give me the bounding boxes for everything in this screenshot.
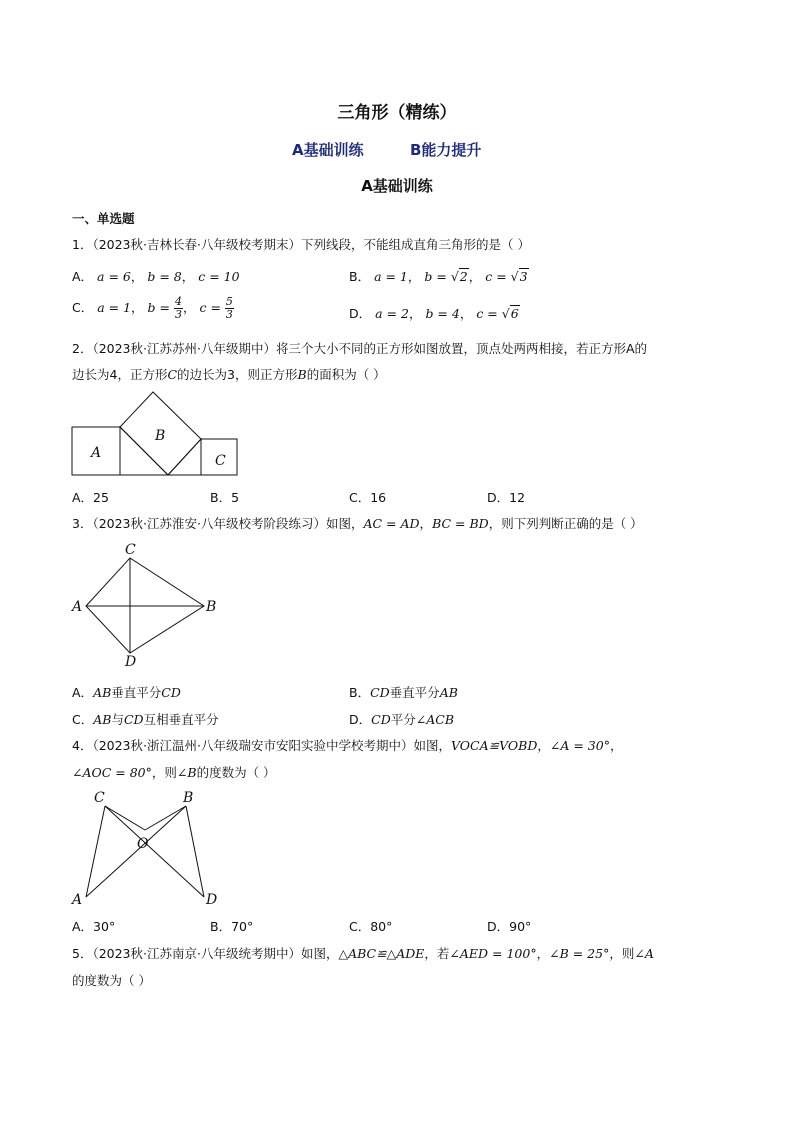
denominator: 3 [174,308,182,321]
section-title: A基础训练 [361,177,433,195]
vertex-b: B [206,599,217,615]
math-expr: AB [93,685,112,700]
vertex-b: B [183,790,194,806]
question-text: ，若 [424,946,450,961]
math-expr: a = 6 [97,269,131,284]
sqrt-expr: √2 [450,269,468,284]
math-expr: a = 1 [97,300,132,315]
radicand: 2 [459,269,468,284]
sqrt-expr: √3 [510,269,528,284]
question-text: ， [537,738,550,753]
math-expr: ∠AOC = 80° [72,765,152,780]
question-text: 的边长为3，则正方形 [177,367,298,382]
q4-option-d[interactable]: D．90° [487,919,532,934]
separator: ， [408,306,422,321]
vertex-c: C [94,790,105,806]
question-number: 4． [72,738,93,753]
math-expr: BC = BD [432,516,489,531]
question-text: 如图， [413,738,451,753]
label-a: A [91,445,102,461]
label-b: B [155,428,166,444]
option-letter: C． [72,300,94,315]
separator: ， [181,269,195,284]
separator: ， [131,300,144,315]
question-text: 的面积为（ ） [306,367,386,382]
option-letter: B． [349,269,371,284]
option-text: 平分 [390,712,416,727]
label-c: C [215,453,226,469]
separator: ， [182,300,196,315]
segment-ac [86,806,105,897]
subtitle-advanced-link[interactable]: B能力提升 [410,141,482,159]
math-expr: VOCA≌VOBD [450,738,538,753]
option-letter: C． [72,712,94,727]
segment-co [105,806,145,830]
vertex-o: O [137,836,149,852]
math-expr: b = [424,269,451,284]
numerator: 5 [225,295,233,308]
separator: ， [459,306,473,321]
radicand: 3 [519,269,528,284]
vertex-a: A [72,599,83,615]
vertex-c: C [125,542,136,558]
part-heading: 一、单选题 [72,211,135,226]
question-source: （2023秋·江苏淮安·八年级校考阶段练习） [92,516,326,531]
question-number: 5． [72,946,93,961]
question-text: ， [419,516,433,531]
option-letter: D． [349,306,372,321]
question-source: （2023秋·浙江温州·八年级瑞安市安阳实验中学校考期中） [92,738,414,753]
option-text: 与 [111,712,124,727]
q4-option-b[interactable]: B．70° [210,919,254,934]
math-expr: AB [439,685,458,700]
question-text: ，则下列判断正确的是（ ） [488,516,643,531]
math-expr: CD [370,685,390,700]
q2-option-a[interactable]: A．25 [72,490,109,505]
radicand: 6 [510,306,519,321]
math-expr: AB [93,712,112,727]
question-text: ，则 [609,946,635,961]
q2-option-d[interactable]: D．12 [487,490,526,505]
vertex-d: D [206,892,218,908]
option-letter: A． [72,269,94,284]
separator: ， [468,269,482,284]
segment-ab [86,806,186,897]
question-text: 如图， [325,516,364,531]
separator: ， [130,269,144,284]
question-text: 下列线段，不能组成直角三角形的是（ ） [300,237,530,252]
question-5-stem [72,945,654,963]
option-letter: B． [349,685,371,700]
question-text: 的度数为（ ） [196,765,276,780]
math-expr: △ABC≌△ADE [338,946,425,961]
option-letter: A． [72,685,94,700]
option-text: 垂直平分 [389,685,440,700]
option-text: 垂直平分 [111,685,162,700]
question-text: 如图， [300,946,339,961]
math-expr: a = 1 [374,269,408,284]
question-text: ，则 [151,765,177,780]
sqrt-expr: √6 [501,306,519,321]
question-source: （2023秋·吉林长春·八年级校考期末） [92,237,301,252]
math-expr: AC = AD [363,516,420,531]
segment-ob [145,806,186,830]
math-expr: CD [371,712,391,727]
math-expr: CD [123,712,144,727]
vertex-d: D [125,654,137,670]
q2-option-b[interactable]: B．5 [210,490,240,505]
math-expr: ∠B [176,765,197,780]
math-expr: c = 10 [198,269,240,284]
question-5-stem-line2: 的度数为（ ） [72,973,151,988]
question-source: （2023秋·江苏苏州·八年级期中） [92,341,276,356]
math-expr: ∠AED = 100° [449,946,537,961]
math-expr: ∠ACB [415,712,455,727]
question-text: ， [536,946,550,961]
math-expr: c = [485,269,511,284]
q2-option-c[interactable]: C．16 [349,490,387,505]
denominator: 3 [225,308,233,321]
math-expr: ∠A [634,946,654,961]
question-text: ， [609,738,623,753]
math-expr: ∠A = 30° [549,738,610,753]
question-number: 3． [72,516,93,531]
option-letter: D． [349,712,372,727]
math-expr: b = [147,300,170,315]
math-expr: C [167,367,178,382]
page-title: 三角形（精练） [337,103,457,123]
math-expr: a = 2 [375,306,409,321]
option-text: 互相垂直平分 [143,712,219,727]
math-expr: c = [199,300,221,315]
q4-option-c[interactable]: C．80° [349,919,393,934]
vertex-a: A [72,892,83,908]
question-text: 边长为4，正方形 [72,367,168,382]
numerator: 4 [174,295,182,308]
math-expr: B [297,367,307,382]
separator: ， [407,269,421,284]
question-source: （2023秋·江苏南京·八年级统考期中） [92,946,301,961]
math-expr: CD [161,685,181,700]
question-text: 将三个大小不同的正方形如图放置，顶点处两两相接，若正方形A的 [275,341,648,356]
question-number: 1． [72,237,93,252]
math-expr: ∠B = 25° [549,946,610,961]
math-expr: c = [476,306,502,321]
question-number: 2． [72,341,93,356]
math-expr: b = 4 [425,306,460,321]
q4-option-a[interactable]: A．30° [72,919,116,934]
subtitle-basic-link[interactable]: A基础训练 [292,141,364,159]
math-expr: b = 8 [147,269,182,284]
